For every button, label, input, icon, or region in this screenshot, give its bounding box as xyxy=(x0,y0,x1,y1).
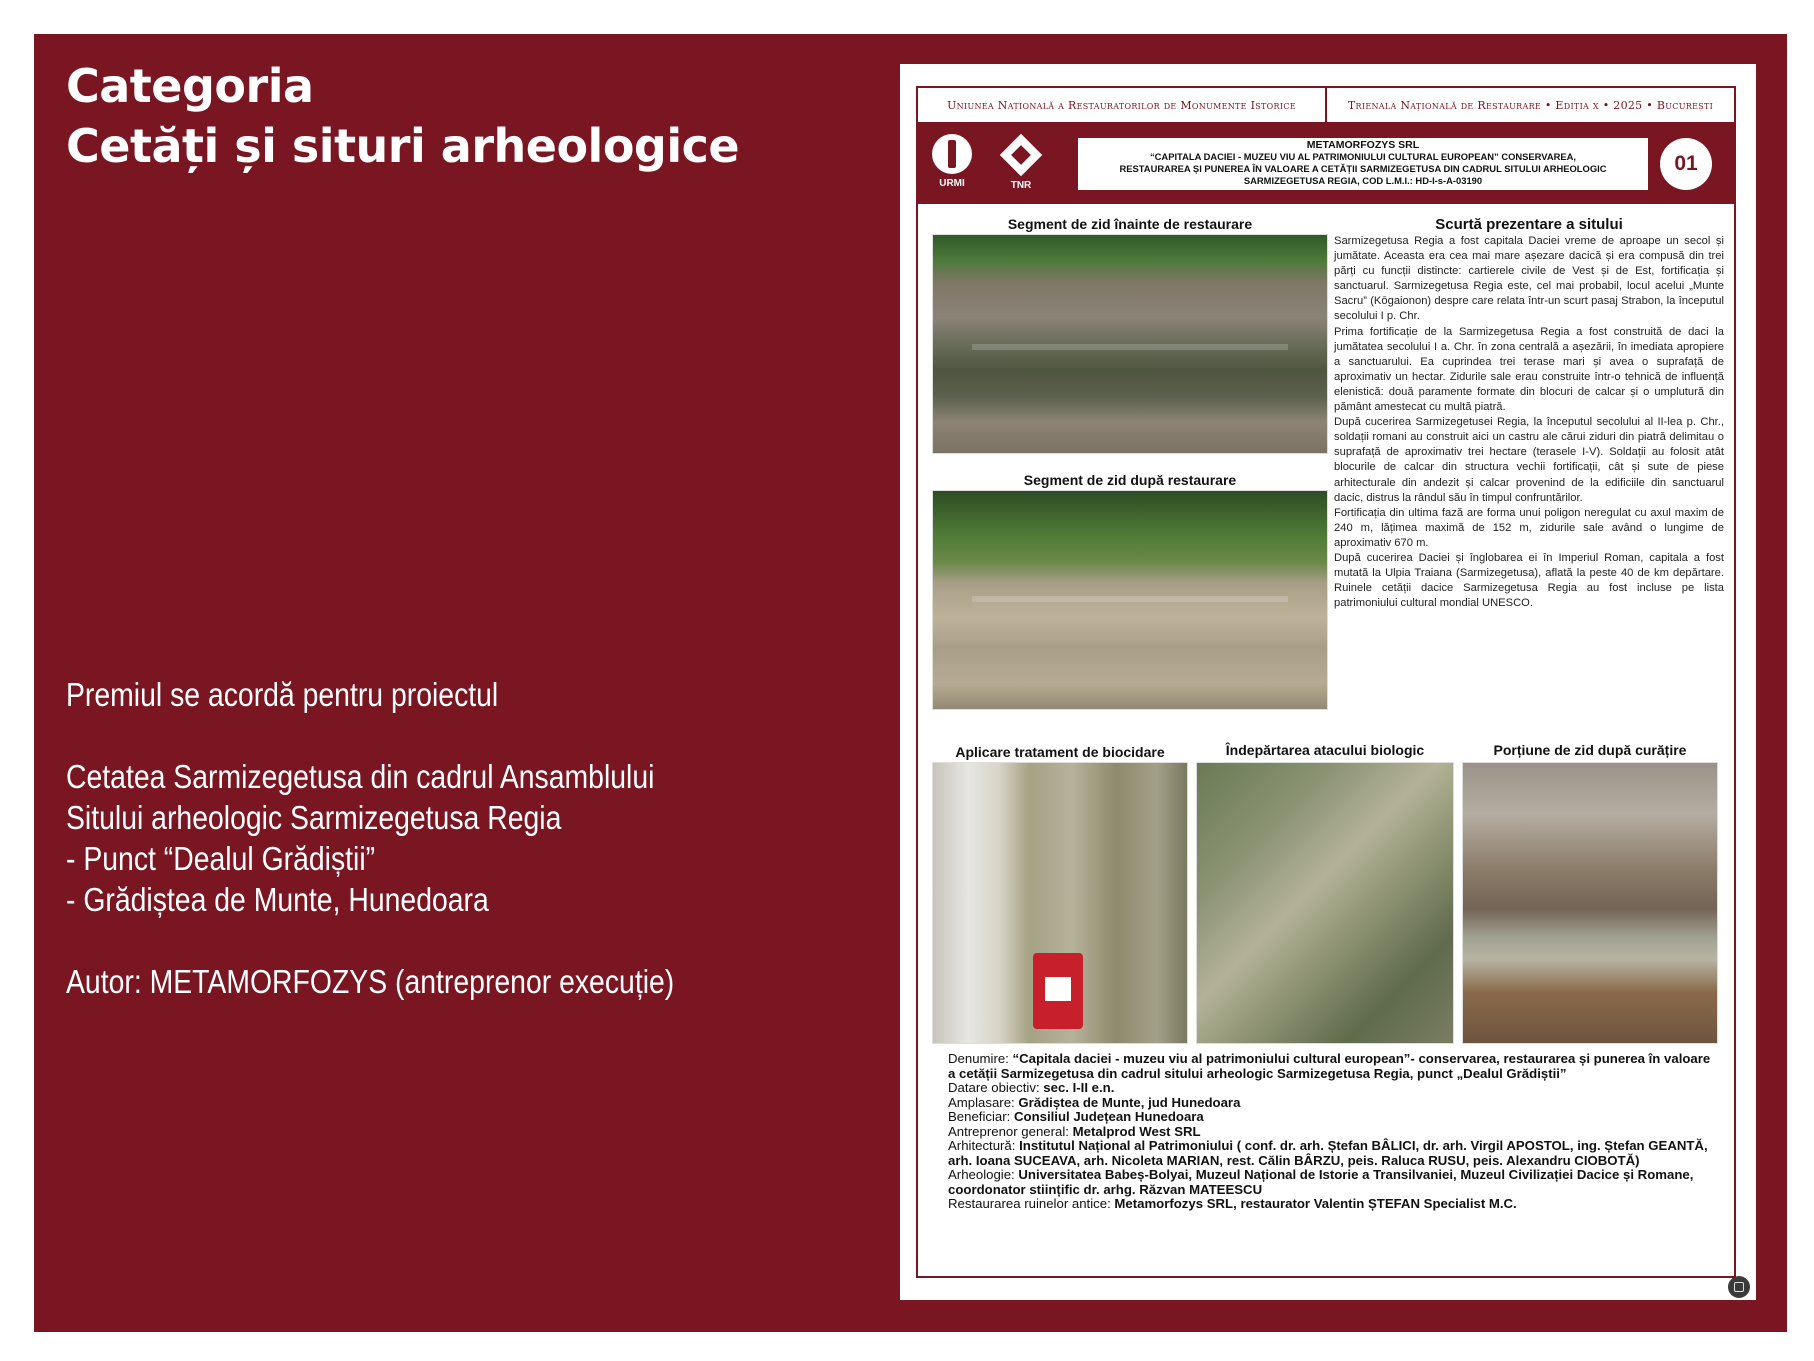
caption-biologic: Îndepărtarea atacului biologic xyxy=(1225,742,1425,758)
caption-cleaned: Porțiune de zid după curățire xyxy=(1493,742,1687,758)
project-line: - Grădiștea de Munte, Hunedoara xyxy=(66,881,489,918)
detail-row: Arheologie: Universitatea Babeș-Bolyai, Muzeul Național de Istorie a Transilvaniei, Muzeul Civilizației Dacice și Romane, coordonator stiințific dr. arhg. Răzvan MATEESCU xyxy=(948,1167,1694,1197)
summary-title: Scurtă prezentare a sitului xyxy=(1435,216,1623,233)
category-title-line2: Cetăți și situri arheologice xyxy=(66,119,740,173)
expand-image-icon[interactable] xyxy=(1728,1276,1750,1298)
caption-after: Segment de zid după restaurare xyxy=(1023,472,1237,488)
poster-frame xyxy=(916,86,1736,1278)
award-intro: Premiul se acordă pentru proiectul xyxy=(66,676,499,713)
poster-topbar xyxy=(918,88,1734,124)
caption-before: Segment de zid înainte de restaurare xyxy=(1007,216,1253,232)
project-details xyxy=(948,1052,1718,1212)
poster-header xyxy=(918,124,1734,204)
photo-biocide-treatment xyxy=(932,762,1188,1044)
header-title-box xyxy=(1078,138,1648,190)
photo-wall-before-restoration xyxy=(932,234,1328,454)
project-line: Cetatea Sarmizegetusa din cadrul Ansamblului xyxy=(66,758,655,795)
topbar-event: Trienala Națională de Restaurare • Ediția x • 2025 • București xyxy=(1347,98,1714,112)
project-line: Sitului arheologic Sarmizegetusa Regia xyxy=(66,799,562,836)
summary-paragraph: După cucerirea Sarmizegetusei Regia, la începutul secolului al II-lea p. Chr., soldații romani au construit aici un castru ale cărui ziduri din piatră delimitau o suprafață de aproximativ trei hectare (terasele I-V). Soldații au folosit atât blocurile de calcar din structura vechii fortificații, cât și sute de piese arhitecturale din andezit și calcar provenind de la edificiile din sanctuarul dacic, distrus la rândul său în timpul confruntărilor. xyxy=(1334,416,1724,504)
summary-paragraph: Fortificația din ultima fază are forma unui poligon neregulat cu axul maxim de 240 m, lățimea maximă de 152 m, zidurile sale având o lungime de aproximativ 670 m. xyxy=(1334,506,1724,549)
tnr-diamond-icon xyxy=(1000,134,1042,176)
tnr-logo-text: TNR xyxy=(1010,180,1032,191)
category-title xyxy=(66,56,739,176)
author-line: Autor: METAMORFOZYS (antreprenor execuție) xyxy=(66,963,675,1000)
biocide-container xyxy=(1033,953,1083,1029)
project-line: - Punct “Dealul Grădiștii” xyxy=(66,840,376,877)
poster-number-badge: 01 xyxy=(1660,138,1712,190)
header-company: METAMORFOZYS SRL xyxy=(1306,139,1420,151)
summary-text xyxy=(1334,234,1724,611)
detail-row: Restaurarea ruinelor antice: Metamorfozys SRL, restaurator Valentin ȘTEFAN Specialist M.C. xyxy=(948,1196,1517,1211)
urmi-emblem-icon xyxy=(932,134,972,174)
category-title-line1: Categoria xyxy=(66,59,314,113)
topbar-organization: Uniunea Națională a Restauratorilor de Monumente Istorice xyxy=(918,88,1327,122)
urmi-logo xyxy=(930,134,974,194)
header-line: RESTAURAREA ȘI PUNEREA ÎN VALOARE A CETĂȚII SARMIZEGETUSA DIN CADRUL SITULUI ARHEOLOGIC xyxy=(1119,163,1607,174)
detail-row: Beneficiar: Consiliul Județean Hunedoara xyxy=(948,1109,1204,1124)
detail-row: Antreprenor general: Metalprod West SRL xyxy=(948,1123,1201,1139)
header-line: “CAPITALA DACIEI - MUZEU VIU AL PATRIMONIULUI CULTURAL EUROPEAN” CONSERVAREA, xyxy=(1149,151,1577,162)
photo-wall-after-restoration xyxy=(932,490,1328,710)
header-line: SARMIZEGETUSA REGIA, COD L.M.I.: HD-I-s-A-03190 xyxy=(1243,175,1483,186)
photo-wall-after-cleaning xyxy=(1462,762,1718,1044)
tnr-logo xyxy=(996,134,1046,194)
detail-row: Denumire: “Capitala daciei - muzeu viu al patrimoniului cultural european”- conservarea, restaurarea și punerea în valoare a cetății Sarmizegetusa din cadrul sitului arheologic Sarmizegetusa Regia, punct „Dealul Grădiștii” xyxy=(948,1051,1711,1081)
award-description xyxy=(66,674,720,1002)
detail-row: Amplasare: Grădiștea de Munte, jud Hunedoara xyxy=(948,1094,1241,1110)
caption-biocide: Aplicare tratament de biocidare xyxy=(955,744,1165,760)
summary-paragraph: Sarmizegetusa Regia a fost capitala Daciei vreme de aproape un secol și jumătate. Aceasta era cea mai mare așezare dacică și era compusă din trei părți cu funcții distincte: cartierele civile de Vest și de Est, fortificația și sanctuarul. Sarmizegetusa Regia este, cel mai probabil, locul acelui „Munte Sacru” (Kōgaionon) despre care relata într-un scurt pasaj Strabon, la începutul secolului I p. Chr. xyxy=(1334,235,1724,323)
project-poster xyxy=(900,64,1756,1300)
summary-paragraph: După cucerirea Daciei și înglobarea ei în Imperiul Roman, capitala a fost mutată la Ulpia Traiana (Sarmizegetusa), aflată la peste 40 de km depărtare. Ruinele cetății dacice Sarmizegetusa Regia au fost incluse pe lista patrimoniului cultural mondial UNESCO. xyxy=(1334,551,1724,610)
urmi-logo-text: URMI xyxy=(939,178,965,189)
photo-biological-removal xyxy=(1196,762,1454,1044)
detail-row: Datare obiectiv: sec. I-II e.n. xyxy=(948,1080,1115,1095)
detail-row: Arhitectură: Institutul Național al Patrimoniului ( conf. dr. arh. Ștefan BÂLICI, dr. arh. Virgil APOSTOL, ing. Ștefan GEANTĂ, arh. Ioana SUCEAVA, arh. Nicoleta MARIAN, rest. Călin BÂRZU, peis. Raluca RUSU, peis. Alexandru CIOBOTĂ) xyxy=(948,1138,1708,1168)
summary-paragraph: Prima fortificație de la Sarmizegetusa Regia a fost construită de daci la jumătatea secolului I a. Chr. în zona centrală a așezării, în imediata apropiere a sanctuarului. Ea cuprindea trei terase mari și avea o suprafață de aproximativ un hectar. Zidurile sale erau construite într-o tehnică de influență elenistică: două paramente formate din blocuri de calcar și o umplutură din pământ amestecat cu multă piatră. xyxy=(1334,325,1724,414)
